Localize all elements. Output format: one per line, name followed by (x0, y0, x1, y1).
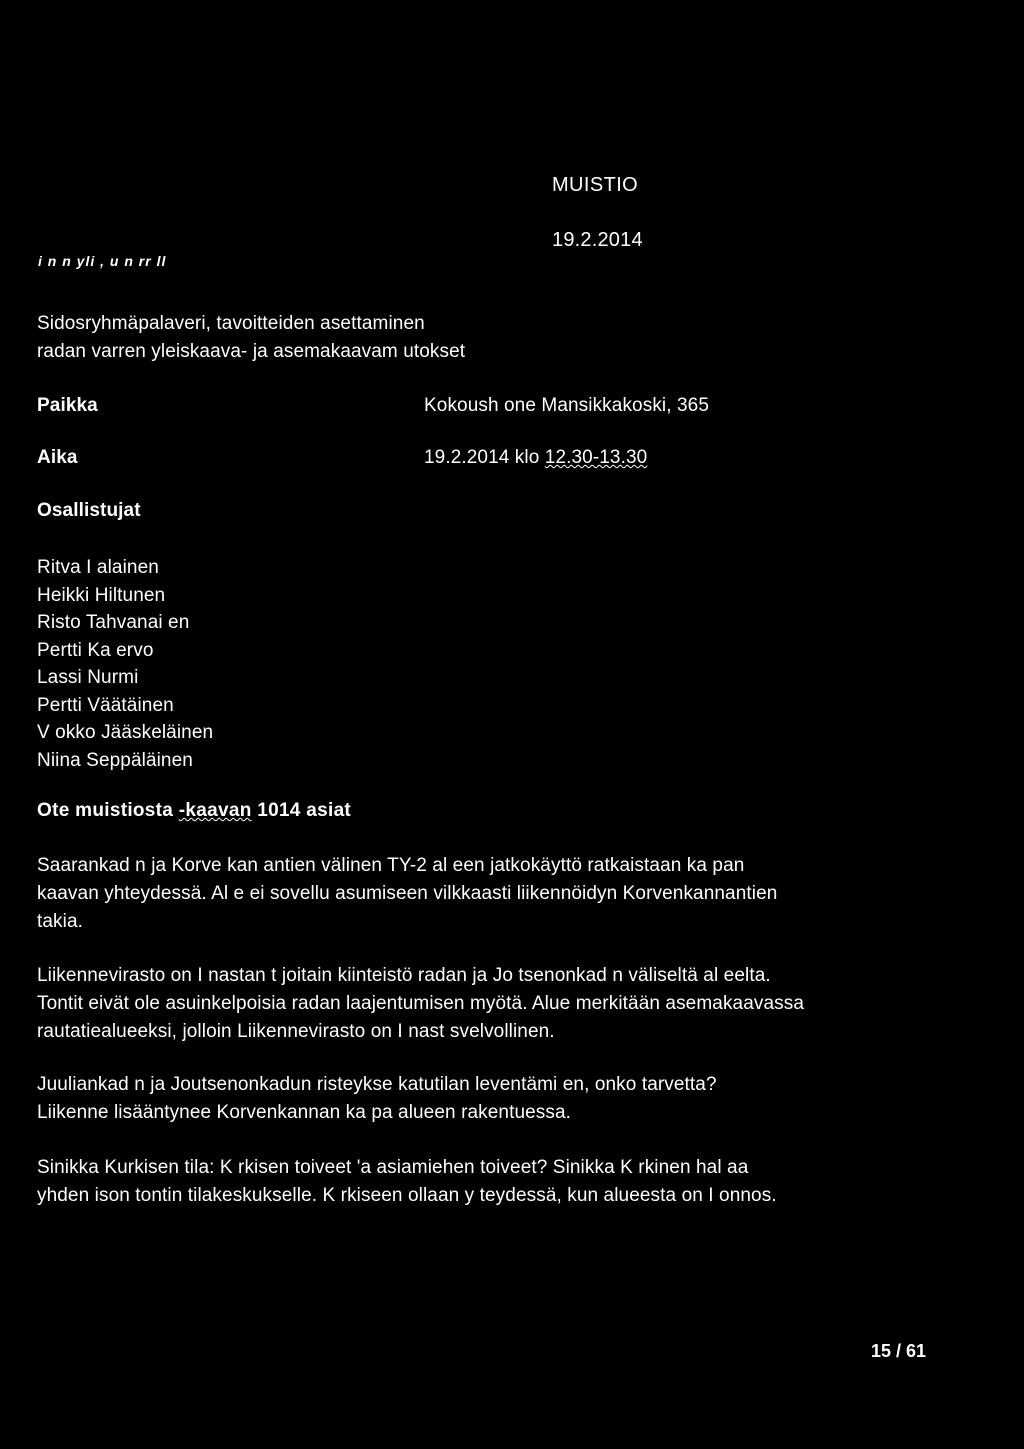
participant: Heikki Hiltunen (37, 584, 166, 606)
participant: Niina Seppäläinen (37, 749, 193, 771)
participant: Pertti Väätäinen (37, 694, 174, 716)
memo-title-line: radan varren yleiskaava- ja asemakaavam utokset (37, 341, 466, 362)
document-date: 19.2.2014 (552, 229, 643, 251)
participant: Pertti Ka ervo (37, 639, 154, 661)
participants-label: Osallistujat (37, 500, 141, 521)
place-label: Paikka (37, 395, 98, 416)
page-number: 15 / 61 (870, 1341, 926, 1361)
paragraph-line: Tontit eivät ole asuinkelpoisia radan laajentumisen myötä. Alue merkitään asemakaavassa (37, 993, 805, 1014)
paragraph-line: rautatiealueeksi, jolloin Liikennevirasto on I nast svelvollinen. (37, 1021, 555, 1042)
section-heading-suffix: 1014 asiat (251, 800, 352, 821)
section-heading-prefix: Ote muistiosta (37, 800, 179, 821)
participants-list (37, 554, 213, 774)
paragraph-line: Liikennevirasto on I nastan t joitain kiinteistö radan ja Jo tsenonkad n väliseltä al eelta. (37, 965, 771, 986)
document-type: MUISTIO (552, 174, 639, 196)
paragraph-line: kaavan yhteydessä. Al e ei sovellu asumiseen vilkkaasti liikennöidyn Korvenkannantien (37, 883, 778, 904)
memo-title (37, 310, 465, 366)
section-heading (37, 800, 351, 822)
participant: Risto Tahvanai en (37, 612, 190, 633)
time-date: 19.2.2014 klo (424, 447, 545, 468)
paragraph (37, 1071, 987, 1127)
participant: Ritva I alainen (37, 557, 159, 578)
organization-name: i n n yli , u n rr ll (38, 253, 167, 269)
paragraph-line: yhden ison tontin tilakeskukselle. K rkiseen ollaan y teydessä, kun alueesta on I onnos. (37, 1185, 777, 1206)
paragraph-line: Liikenne lisääntynee Korvenkannan ka pa alueen rakentuessa. (37, 1102, 572, 1123)
paragraph (37, 852, 987, 936)
participant: Lassi Nurmi (37, 667, 139, 688)
paragraph (37, 1154, 987, 1210)
paragraph-line: takia. (37, 911, 84, 932)
participant: V okko Jääskeläinen (37, 722, 214, 743)
memo-title-line: Sidosryhmäpalaveri, tavoitteiden asettaminen (37, 313, 425, 334)
time-value (424, 444, 647, 472)
paragraph-line: Sinikka Kurkisen tila: K rkisen toiveet 'a asiamiehen toiveet? Sinikka K rkinen hal aa (37, 1157, 749, 1178)
paragraph (37, 962, 987, 1046)
time-range: 12.30-13.30 (544, 447, 648, 468)
section-heading-link: -kaavan (178, 800, 252, 821)
place-value: Kokoush one Mansikkakoski, 365 (424, 395, 709, 416)
time-label: Aika (37, 447, 78, 468)
paragraph-line: Juuliankad n ja Joutsenonkadun risteykse katutilan leventämi en, onko tarvetta? (37, 1074, 717, 1095)
paragraph-line: Saarankad n ja Korve kan antien välinen TY-2 al een jatkokäyttö ratkaistaan ka pan (37, 855, 745, 876)
